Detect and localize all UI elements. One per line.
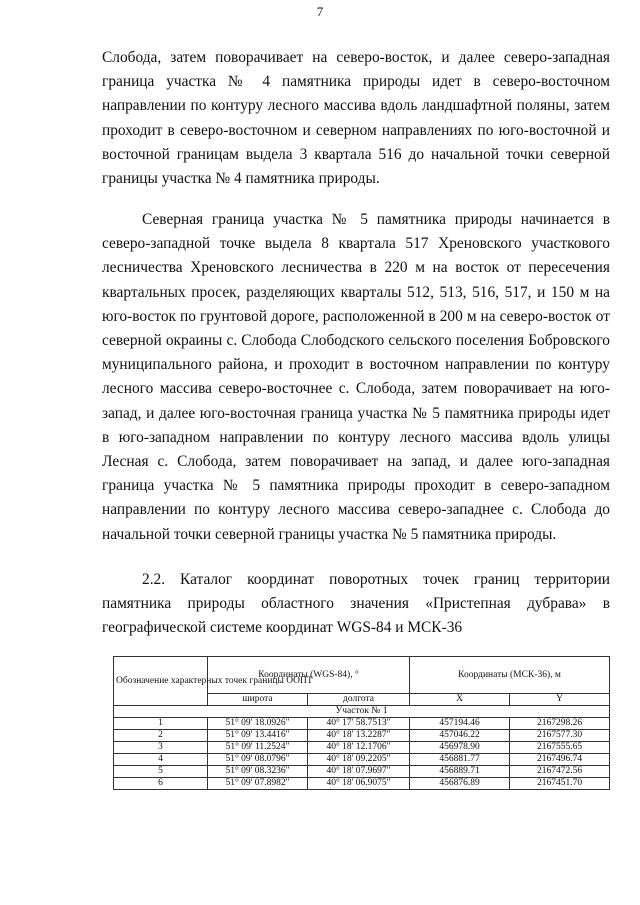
header-msk36: Координаты (МСК-36), м bbox=[410, 657, 610, 694]
header-wgs84: Координаты (WGS-84), ° bbox=[208, 657, 410, 694]
cell-y: 2167298.26 bbox=[510, 718, 610, 730]
cell-latitude: 51° 09' 08.3236" bbox=[208, 766, 308, 778]
cell-y: 2167577.30 bbox=[510, 730, 610, 742]
cell-latitude: 51° 09' 07.8982" bbox=[208, 778, 308, 790]
cell-y: 2167555.65 bbox=[510, 742, 610, 754]
header-x: X bbox=[410, 694, 510, 706]
page-number: 7 bbox=[316, 4, 324, 19]
coordinate-table bbox=[113, 656, 610, 790]
cell-point-number: 5 bbox=[114, 766, 208, 778]
table-row bbox=[114, 766, 610, 778]
cell-x: 457194.46 bbox=[410, 718, 510, 730]
cell-longitude: 40° 18' 09.2205" bbox=[308, 754, 410, 766]
cell-longitude: 40° 18' 07.9697" bbox=[308, 766, 410, 778]
cell-point-number: 1 bbox=[114, 718, 208, 730]
header-longitude: долгота bbox=[308, 694, 410, 706]
table-row bbox=[114, 730, 610, 742]
cell-x: 456889.71 bbox=[410, 766, 510, 778]
cell-point-number: 3 bbox=[114, 742, 208, 754]
cell-latitude: 51° 09' 11.2524" bbox=[208, 742, 308, 754]
cell-longitude: 40° 18' 06.9075" bbox=[308, 778, 410, 790]
cell-longitude: 40° 18' 12.1706" bbox=[308, 742, 410, 754]
table-row bbox=[114, 778, 610, 790]
table-row bbox=[114, 718, 610, 730]
table-row bbox=[114, 754, 610, 766]
cell-y: 2167472.56 bbox=[510, 766, 610, 778]
cell-y: 2167451.70 bbox=[510, 778, 610, 790]
header-y: Y bbox=[510, 694, 610, 706]
paragraph-boundary-plot-5: Северная граница участка № 5 памятника природы начинается в северо-западной точке выдела 8 квартала 517 Хреновского участкового лесничества Хреновского лесничества в 220 м на восток от пересечения квартальных просек, разделяющих кварталы 512, 513, 516, 517, и 150 м на юго-восток по грунтовой дороге, расположенной в 200 м на северо-восток от северной окраины с. Слобода Слободского сельского поселения Бобровского муниципального района, и проходит в восточном направлении по контуру лесного массива северо-восточнее с. Слобода, затем поворачивает на юго-запад, и далее юго-восточная граница участка № 5 памятника природы идет в юго-западном направлении по контуру лесного массива вдоль улицы Лесная с. Слобода, затем поворачивает на запад, и далее юго-западная граница участка № 5 памятника природы проходит в северо-западном направлении по контуру лесного массива северо-западнее с. Слобода до начальной точки северной границы участка № 5 памятника природы. bbox=[102, 211, 610, 543]
section-plot-1: Участок № 1 bbox=[114, 706, 610, 718]
cell-y: 2167496.74 bbox=[510, 754, 610, 766]
section-heading-coordinate-catalog: 2.2. Каталог координат поворотных точек границ территории памятника природы областного значения «Пристепная дубрава» в географической системе координат WGS-84 и МСК-36 bbox=[102, 571, 610, 637]
table-header-row bbox=[114, 657, 610, 694]
header-latitude: широта bbox=[208, 694, 308, 706]
cell-x: 456881.77 bbox=[410, 754, 510, 766]
cell-latitude: 51° 09' 18.0926" bbox=[208, 718, 308, 730]
cell-x: 456978.90 bbox=[410, 742, 510, 754]
cell-x: 456876.89 bbox=[410, 778, 510, 790]
cell-point-number: 4 bbox=[114, 754, 208, 766]
header-point-designation: Обозначение характерных точек границы ООПТ bbox=[114, 657, 208, 706]
cell-point-number: 2 bbox=[114, 730, 208, 742]
cell-x: 457046.22 bbox=[410, 730, 510, 742]
cell-longitude: 40° 18' 13.2287" bbox=[308, 730, 410, 742]
table-row bbox=[114, 742, 610, 754]
cell-point-number: 6 bbox=[114, 778, 208, 790]
table-section-row bbox=[114, 706, 610, 718]
paragraph-boundary-plot-4: Слобода, затем поворачивает на северо-восток, и далее северо-западная граница участка № 4 памятника природы идет в северо-восточном направлении по контуру лесного массива вдоль ландшафтной поляны, затем проходит в северо-восточном и северном направлениях по юго-восточной и восточной границам выдела 3 квартала 516 до начальной точки северной границы участка № 4 памятника природы. bbox=[102, 49, 610, 188]
cell-longitude: 40° 17' 58.7513" bbox=[308, 718, 410, 730]
cell-latitude: 51° 09' 08.0796" bbox=[208, 754, 308, 766]
cell-latitude: 51° 09' 13.4416" bbox=[208, 730, 308, 742]
